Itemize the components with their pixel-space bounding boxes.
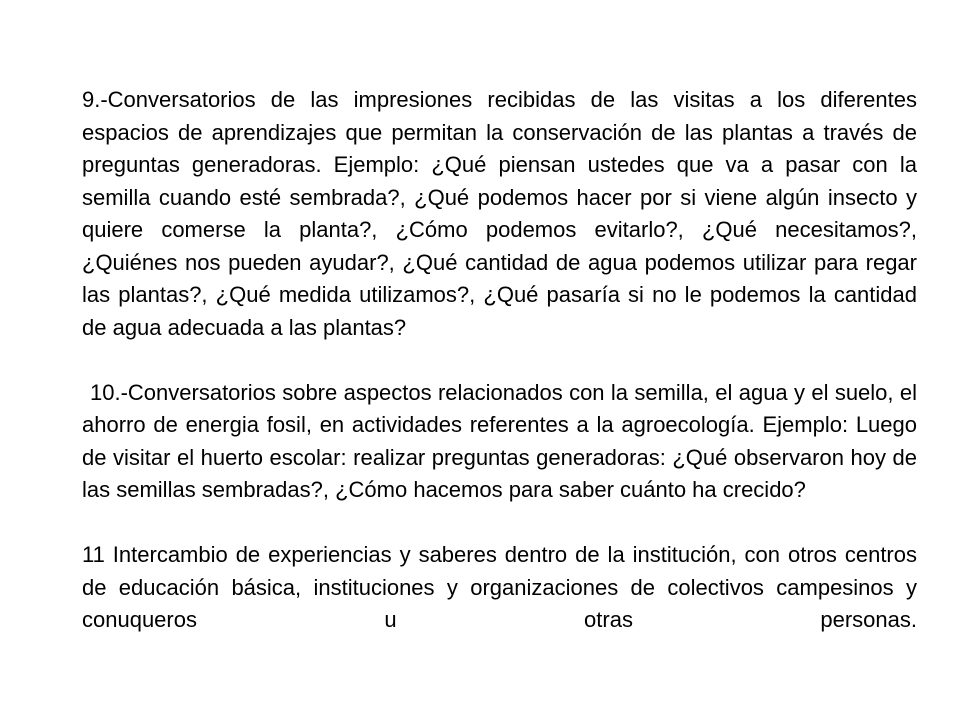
paragraph-spacer [82, 507, 917, 540]
paragraph-9: 9.-Conversatorios de las impresiones recibidas de las visitas a los diferentes espacios de aprendizajes que permitan la conservación de las plantas a través de preguntas generadoras. Ejemplo: ¿Qué piensan ustedes que va a pasar con la semilla cuando esté sembrada?, ¿Qué podemos hacer por si viene algún insecto y quiere comerse la planta?, ¿Cómo podemos evitarlo?, ¿Qué necesitamos?, ¿Quiénes nos pueden ayudar?, ¿Qué cantidad de agua podemos utilizar para regar las plantas?, ¿Qué medida utilizamos?, ¿Qué pasaría si no le podemos la cantidad de agua adecuada a las plantas? [82, 87, 917, 340]
text-body [82, 84, 917, 637]
paragraph-10: 10.-Conversatorios sobre aspectos relacionados con la semilla, el agua y el suelo, el ahorro de energia fosil, en actividades referentes a la agroecología. Ejemplo: Luego de visitar el huerto escolar: realizar preguntas generadoras: ¿Qué observaron hoy de las semillas sembradas?, ¿Cómo hacemos para saber cuánto ha crecido? [82, 379, 917, 502]
paragraph-11: 11 Intercambio de experiencias y saberes dentro de la institución, con otros centros de educación básica, instituciones y organizaciones de colectivos campesinos y conuqueros u otras personas. [82, 542, 917, 632]
paragraph-spacer [82, 344, 917, 377]
